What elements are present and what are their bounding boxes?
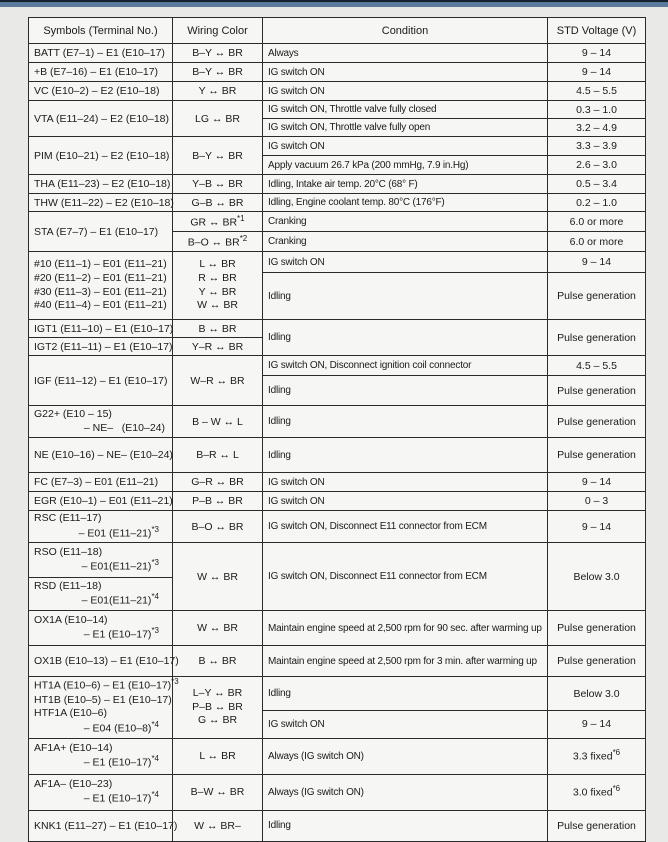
wiring-color-line: G ↔ BR [197, 714, 238, 727]
table-row-af1a-plus [29, 738, 646, 774]
table-row-rso [29, 543, 646, 578]
std-voltage-cell: 9 – 14 [548, 252, 646, 273]
table-row-vta-1 [29, 101, 646, 119]
symbol-line: #30 (E11–3) – E01 (E11–21) [34, 285, 167, 298]
std-voltage-cell: 9 – 14 [548, 511, 646, 543]
wiring-color-cell: W ↔ BR [173, 611, 263, 646]
terminal-symbol-cell: STA (E7–7) – E1 (E10–17) [29, 212, 173, 252]
symbol-line: #10 (E11–1) – E01 (E11–21) [34, 257, 167, 270]
wiring-color-line: Y ↔ BR [198, 285, 237, 298]
symbol-line [34, 627, 167, 642]
symbol-text: – E01(E11–21) [81, 560, 152, 573]
wiring-color-line: R ↔ BR [198, 271, 237, 284]
footnote-marker: *4 [151, 754, 159, 764]
condition-cell: Cranking [263, 232, 548, 252]
terminal-symbol-cell: VTA (E11–24) – E2 (E10–18) [29, 101, 173, 137]
condition-cell: Idling [263, 677, 548, 711]
symbol-line: AF1A+ (E10–14) [34, 741, 113, 754]
footnote-marker: *3 [151, 626, 159, 636]
std-voltage-cell: Pulse generation [548, 406, 646, 438]
footnote-marker: *3 [151, 558, 159, 568]
terminal-symbol-cell: OX1B (E10–13) – E1 (E10–17) [29, 646, 173, 677]
wiring-color-line: P–B ↔ BR [192, 700, 243, 713]
symbol-text: – E01(E11–21) [81, 594, 152, 607]
symbol-line [34, 526, 167, 541]
column-header-wiring-color: Wiring Color [173, 18, 263, 44]
std-voltage-cell: 2.6 – 3.0 [548, 156, 646, 175]
symbol-line: RSO (E11–18) [34, 545, 103, 558]
condition-cell: Always [263, 44, 548, 63]
footnote-marker: *3 [151, 524, 159, 534]
wiring-color-cell: LG ↔ BR [173, 101, 263, 137]
symbol-line [34, 677, 179, 693]
wiring-color-cell: P–B ↔ BR [173, 492, 263, 511]
footnote-marker: *6 [612, 784, 621, 794]
symbol-line: OX1A (E10–14) [34, 613, 108, 626]
wiring-color-line: L ↔ BR [199, 257, 236, 270]
std-voltage-cell: Pulse generation [548, 320, 646, 356]
footnote-marker: *2 [239, 233, 248, 243]
symbol-text: HT1A (E10–6) – E1 (E10–17) [34, 679, 172, 692]
terminal-symbol-cell: +B (E7–16) – E1 (E10–17) [29, 63, 173, 82]
std-voltage-cell: Pulse generation [548, 810, 646, 841]
wiring-color-cell [173, 677, 263, 738]
wiring-color-cell: W ↔ BR– [173, 810, 263, 841]
std-voltage-cell: 0 – 3 [548, 492, 646, 511]
footnote-marker: *1 [237, 213, 245, 223]
std-voltage-cell [548, 738, 646, 774]
wiring-color-cell: B–Y ↔ BR [173, 44, 263, 63]
std-voltage-cell: 9 – 14 [548, 711, 646, 739]
wiring-color-line: L–Y ↔ BR [192, 686, 243, 699]
symbol-line: AF1A– (E10–23) [34, 777, 113, 790]
wiring-color-cell: L ↔ BR [173, 738, 263, 774]
condition-cell: Apply vacuum 26.7 kPa (200 mmHg, 7.9 in.Hg) [263, 156, 548, 175]
table-row-g22 [29, 406, 646, 438]
terminal-symbol-cell [29, 578, 173, 611]
footnote-marker: *4 [151, 790, 159, 800]
std-voltage-cell: 0.3 – 1.0 [548, 101, 646, 119]
symbol-line: – NE– (E10–24) [83, 421, 165, 434]
std-voltage-cell: 0.2 – 1.0 [548, 194, 646, 212]
symbol-line: G22+ (E10 – 15) [34, 407, 112, 420]
std-voltage-cell: 6.0 or more [548, 212, 646, 232]
symbol-line [34, 559, 167, 574]
table-row-knk1 [29, 810, 646, 841]
terminal-symbol-cell: THA (E11–23) – E2 (E10–18) [29, 175, 173, 194]
header-row [29, 18, 646, 44]
symbol-line: HTF1A (E10–6) [34, 707, 107, 720]
symbol-line: #20 (E11–2) – E01 (E11–21) [34, 271, 167, 284]
terminal-symbol-cell: KNK1 (E11–27) – E1 (E10–17) [29, 810, 173, 841]
wiring-color-cell [173, 252, 263, 320]
symbol-text: – E1 (E10–17) [83, 792, 152, 805]
condition-cell: Idling [263, 376, 548, 406]
std-voltage-cell: Pulse generation [548, 273, 646, 320]
condition-cell: Idling [263, 320, 548, 356]
std-voltage-value: 3.3 fixed [572, 750, 613, 763]
symbol-line [34, 721, 167, 736]
terminal-symbol-cell [29, 543, 173, 578]
terminal-symbol-cell [29, 511, 173, 543]
terminal-symbol-cell [29, 774, 173, 810]
terminal-symbol-cell: IGT1 (E11–10) – E1 (E10–17) [29, 320, 173, 338]
terminal-symbol-cell: NE (E10–16) – NE– (E10–24) [29, 438, 173, 473]
std-voltage-cell: 3.3 – 3.9 [548, 137, 646, 156]
condition-cell: Idling [263, 273, 548, 320]
symbol-line: HT1B (E10–5) – E1 (E10–17) [34, 693, 172, 706]
std-voltage-cell: 6.0 or more [548, 232, 646, 252]
symbol-line [34, 791, 167, 806]
condition-cell: IG switch ON [263, 63, 548, 82]
condition-cell: IG switch ON, Throttle valve fully open [263, 119, 548, 137]
std-voltage-cell: Pulse generation [548, 438, 646, 473]
wiring-color-cell [173, 232, 263, 252]
condition-cell: Maintain engine speed at 2,500 rpm for 90 sec. after warming up [263, 611, 548, 646]
wiring-color-cell: B–R ↔ L [173, 438, 263, 473]
std-voltage-cell: Below 3.0 [548, 677, 646, 711]
condition-cell: IG switch ON [263, 473, 548, 492]
condition-cell: IG switch ON [263, 252, 548, 273]
terminal-symbol-cell: FC (E7–3) – E01 (E11–21) [29, 473, 173, 492]
table-row-ne [29, 438, 646, 473]
terminal-symbol-cell: IGT2 (E11–11) – E1 (E10–17) [29, 338, 173, 356]
wiring-color-cell: B–Y ↔ BR [173, 137, 263, 175]
wiring-color-cell: W ↔ BR [173, 543, 263, 611]
wiring-color-line: W ↔ BR [197, 299, 238, 312]
condition-cell: Idling, Intake air temp. 20°C (68° F) [263, 175, 548, 194]
footnote-marker: *6 [612, 748, 621, 758]
table-row-af1a-minus [29, 774, 646, 810]
wiring-color: GR ↔ BR [190, 216, 238, 229]
footnote-marker: *4 [151, 720, 159, 730]
wiring-color-cell: G–B ↔ BR [173, 194, 263, 212]
symbol-line: #40 (E11–4) – E01 (E11–21) [34, 299, 167, 312]
condition-cell: Idling [263, 406, 548, 438]
wiring-color-cell: B ↔ BR [173, 646, 263, 677]
std-voltage-cell: Pulse generation [548, 376, 646, 406]
wiring-color-cell: B–W ↔ BR [173, 774, 263, 810]
condition-cell: IG switch ON, Disconnect ignition coil connector [263, 356, 548, 376]
table-row-ox1b [29, 646, 646, 677]
wiring-color-cell [173, 212, 263, 232]
column-header-std-voltage: STD Voltage (V) [548, 18, 646, 44]
table-row-tha [29, 175, 646, 194]
table-row-batt [29, 44, 646, 63]
std-voltage-cell: 4.5 – 5.5 [548, 82, 646, 101]
footnote-marker: *3 [171, 677, 179, 687]
condition-cell: IG switch ON, Disconnect E11 connector from ECM [263, 543, 548, 611]
symbol-line: RSD (E11–18) [34, 579, 102, 592]
condition-cell: Idling, Engine coolant temp. 80°C (176°F) [263, 194, 548, 212]
std-voltage-cell: Below 3.0 [548, 543, 646, 611]
std-voltage-cell: Pulse generation [548, 611, 646, 646]
condition-cell: Idling [263, 438, 548, 473]
condition-cell: IG switch ON [263, 137, 548, 156]
terminal-symbol-cell: EGR (E10–1) – E01 (E11–21) [29, 492, 173, 511]
table-row-rsc [29, 511, 646, 543]
symbol-line [34, 755, 167, 770]
terminal-symbol-cell [29, 406, 173, 438]
terminal-symbol-cell: THW (E11–22) – E2 (E10–18) [29, 194, 173, 212]
condition-cell: Always (IG switch ON) [263, 738, 548, 774]
wiring-color-cell: Y ↔ BR [173, 82, 263, 101]
condition-cell: Cranking [263, 212, 548, 232]
std-voltage-cell: 9 – 14 [548, 44, 646, 63]
table-row-thw [29, 194, 646, 212]
std-voltage-cell: 0.5 – 3.4 [548, 175, 646, 194]
symbol-text: – E1 (E10–17) [83, 628, 152, 641]
table-row-sta-1 [29, 212, 646, 232]
condition-cell: Idling [263, 810, 548, 841]
condition-cell: IG switch ON [263, 82, 548, 101]
symbol-line [34, 593, 167, 608]
table-row-plus-b [29, 63, 646, 82]
symbol-text: – E01 (E11–21) [78, 527, 152, 540]
symbol-line: RSC (E11–17) [34, 512, 102, 524]
condition-cell: IG switch ON, Throttle valve fully closed [263, 101, 548, 119]
table-row-ht-1 [29, 677, 646, 711]
condition-cell: IG switch ON, Disconnect E11 connector from ECM [263, 511, 548, 543]
condition-cell: Maintain engine speed at 2,500 rpm for 3 min. after warming up [263, 646, 548, 677]
terminal-symbol-cell [29, 677, 179, 738]
wiring-color-cell: B – W ↔ L [173, 406, 263, 438]
terminal-symbol-cell: BATT (E7–1) – E1 (E10–17) [29, 44, 173, 63]
table-row-injectors-1 [29, 252, 646, 273]
table-row-pim-1 [29, 137, 646, 156]
std-voltage-cell: 9 – 14 [548, 473, 646, 492]
wiring-color-cell: G–R ↔ BR [173, 473, 263, 492]
table-row-fc [29, 473, 646, 492]
condition-cell: IG switch ON [263, 492, 548, 511]
std-voltage-cell [548, 774, 646, 810]
wiring-color-cell: Y–B ↔ BR [173, 175, 263, 194]
column-header-condition: Condition [263, 18, 548, 44]
terminal-symbol-cell [29, 611, 173, 646]
table-row-ox1a [29, 611, 646, 646]
std-voltage-cell: Pulse generation [548, 646, 646, 677]
symbol-text: – E1 (E10–17) [83, 756, 152, 769]
table-row-egr [29, 492, 646, 511]
terminal-symbol-cell: VC (E10–2) – E2 (E10–18) [29, 82, 173, 101]
wiring-color-cell: B–O ↔ BR [173, 511, 263, 543]
condition-cell: IG switch ON [263, 711, 548, 739]
std-voltage-cell: 4.5 – 5.5 [548, 356, 646, 376]
page-top-bar [0, 0, 668, 7]
terminal-voltage-table [28, 17, 646, 842]
std-voltage-cell: 3.2 – 4.9 [548, 119, 646, 137]
std-voltage-value: 3.0 fixed [572, 786, 613, 799]
terminal-symbol-cell: PIM (E10–21) – E2 (E10–18) [29, 137, 173, 175]
wiring-color-cell: B–Y ↔ BR [173, 63, 263, 82]
table-row-igt1 [29, 320, 646, 338]
wiring-color-cell: Y–R ↔ BR [173, 338, 263, 356]
footnote-marker: *4 [151, 592, 159, 602]
table-row-vc [29, 82, 646, 101]
symbol-text: – E04 (E10–8) [83, 722, 152, 735]
wiring-color-cell: B ↔ BR [173, 320, 263, 338]
terminal-symbol-cell [29, 738, 173, 774]
terminal-symbol-cell: IGF (E11–12) – E1 (E10–17) [29, 356, 173, 406]
wiring-color: B–O ↔ BR [187, 236, 240, 249]
terminal-symbol-cell [29, 252, 173, 320]
table-row-igf-1 [29, 356, 646, 376]
condition-cell: Always (IG switch ON) [263, 774, 548, 810]
column-header-symbols: Symbols (Terminal No.) [29, 18, 173, 44]
wiring-color-cell: W–R ↔ BR [173, 356, 263, 406]
std-voltage-cell: 9 – 14 [548, 63, 646, 82]
